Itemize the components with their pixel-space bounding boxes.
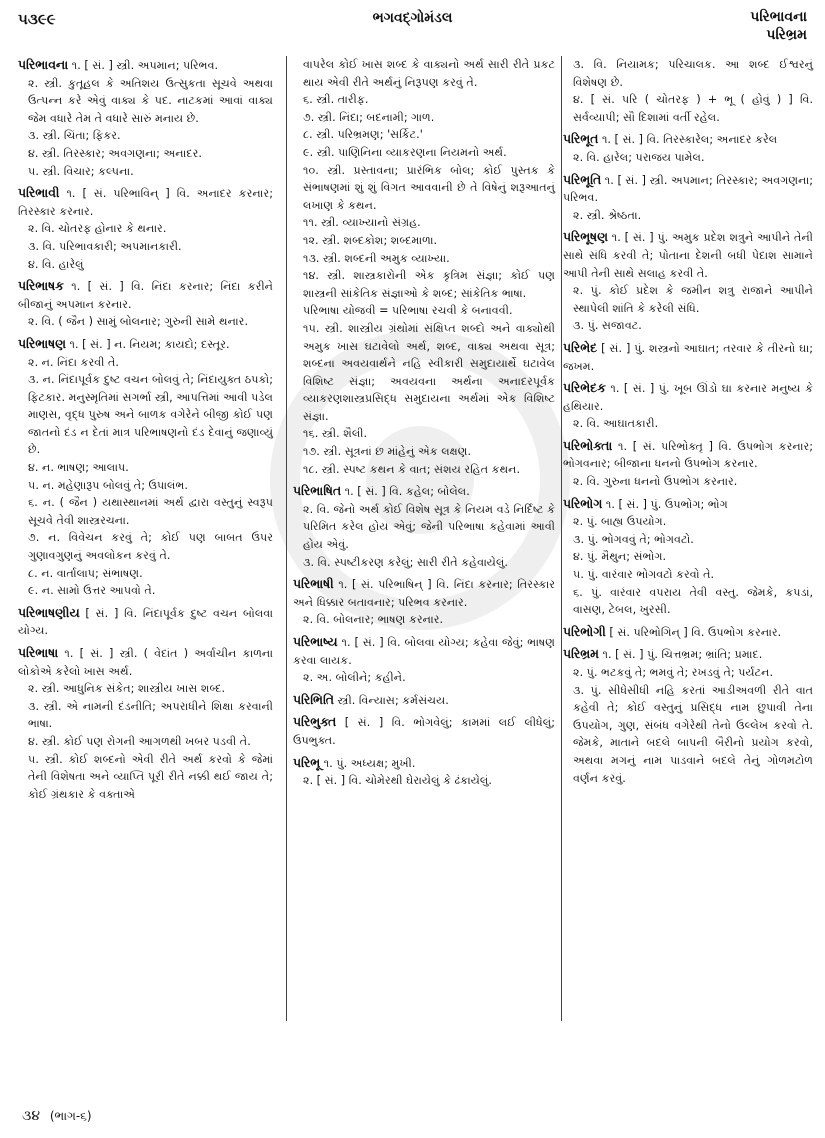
entry-headword: પરિભિતિ [293, 691, 334, 707]
dictionary-entry [293, 482, 555, 571]
dictionary-entry [563, 379, 813, 433]
entry-headword: પરિભેદ [563, 339, 598, 355]
sense-text: વાપરેલ કોઈ ખાસ શબ્દ કે વાક્યનો અર્થ સારી રીતે પ્રકટ થાય એવી રીતે અર્થનું નિરૂપણ કરવું તે. [303, 58, 555, 89]
sense-text: ૨. વિ. હારેલ; પરાજય પામેલ. [573, 150, 705, 164]
sense-text: ૧૪. સ્ત્રી. શાસ્ત્રકારોની એક કૃત્રિમ સંજ્ઞા; કોઈ પણ શાસ્ત્રની સાંકેતિક સંજ્ઞાઓ કે શબ્દ; સાંકેતિક ભાષા. [303, 269, 555, 300]
entry-sense [18, 680, 273, 698]
sense-text: ૧૮. સ્ત્રી. સ્પષ્ટ કથન કે વાત; સંશય રહિત કથન. [303, 462, 521, 476]
entry-sense [563, 473, 813, 491]
entry-sense [18, 698, 273, 733]
entry-headword: પરિભેદક [563, 380, 606, 396]
entry-sense [293, 425, 555, 443]
entry-headword: પરિભાષણીય [18, 604, 80, 620]
dictionary-entry [293, 633, 555, 687]
entry-headword: પરિભૂત [563, 131, 599, 147]
sense-text: [ સં. ] વિ. નિંદાપૂર્વક દુષ્ટ વચન બોલવા યોગ્ય. [18, 606, 273, 638]
sense-text: ૩. વિ. સ્પષ્ટીકરણ કરેલું; સારી રીતે કહેવાયેલું. [303, 555, 508, 569]
entry-sense [18, 604, 273, 640]
entry-sense [293, 482, 555, 501]
sense-text: ૩. પું. ભોગવવું તે; ભોગવટો. [573, 532, 694, 546]
entry-sense [563, 149, 813, 167]
entry-sense [293, 214, 555, 232]
entry-sense [18, 644, 273, 680]
dictionary-entry [563, 623, 813, 642]
entry-sense [563, 207, 813, 225]
entry-sense [293, 162, 555, 215]
dictionary-entry [563, 130, 813, 166]
sense-text: ૭. ન. વિવેચન કરવું તે; કોઈ પણ બાબત ઉપર ગુણાવગુણનું અવલોકન કરવું તે. [28, 531, 273, 563]
entry-sense [293, 56, 555, 91]
sense-text: ૧. [ સં. પરિભાવિન્ ] વિ. અનાદર કરનાર; તિરસ્કાર કરનાર. [18, 187, 273, 218]
entry-sense [293, 267, 555, 302]
sense-text: ૮. ન. વાર્તાલાપ; સંભાષણ. [28, 566, 143, 580]
guide-words [750, 8, 807, 44]
sense-text: ૧. [ સં. ] પું. ખૂબ ઊંડો ઘા કરનાર મનુષ્ય કે હથિયાર. [563, 382, 813, 413]
sense-text: ૧. [ સં. પરિભાષિન્ ] વિ. નિંદા કરનાર; તિરસ્કાર અને ધિક્કાર બતાવનાર; પરિભવ કરનાર. [293, 578, 555, 609]
entry-sense [563, 56, 813, 91]
entry-sense [563, 415, 813, 433]
sense-text: ૯. સ્ત્રી. પાણિનિના વ્યાકરણના નિયમનો અર્થ. [303, 145, 507, 159]
entry-sense [18, 354, 273, 372]
entry-sense [18, 145, 273, 163]
entry-sense [563, 317, 813, 335]
dictionary-entry [18, 277, 273, 331]
sense-text: ૫. સ્ત્રી. કોઈ શબ્દનો એવી રીતે અર્થ કરવો કે જેમાં તેની વિશેષતા અને વ્યાપ્તિ પૂરી રીતે નક્કી થઈ જાય તે; કોઈ ગ્રંથકાર કે વક્તાએ [28, 752, 273, 801]
entry-sense [563, 584, 813, 619]
column-3 [563, 56, 813, 791]
entry-headword: પરિભુક્ત [293, 714, 337, 730]
sense-text: ૧. [ સં. ] વિ. બોલવા યોગ્ય; કહેવા જેવું; ભાષણ કરવા લાયક. [293, 636, 555, 667]
dictionary-entry [18, 604, 273, 640]
entry-sense [293, 754, 555, 773]
sense-text: ૨. વિ. ગુરુના ધનનો ઉપભોગ કરનાર. [573, 475, 738, 489]
entry-sense [563, 339, 813, 375]
dictionary-entry [293, 754, 555, 790]
sense-text: ૨. ન. નિંદા કરવી તે. [28, 355, 119, 369]
entry-sense [18, 371, 273, 459]
sense-text: ૧. [ સં. પરિભોક્તૃ ] વિ. ઉપભોગ કરનાર; ભોગવનાર; બીજાના ધનનો ઉપભોગ કરનાર. [563, 439, 813, 471]
sense-text: ૪. સ્ત્રી. કોઈ પણ રોગની આગળથી ખબર પડવી તે. [28, 734, 251, 748]
dictionary-entry [563, 437, 813, 491]
dictionary-entry [293, 713, 555, 749]
entry-headword: પરિભાષિત [293, 483, 342, 499]
sense-text: ૨. વિ. આઘાતકારી. [573, 417, 659, 431]
entry-sense [563, 437, 813, 473]
dictionary-entry [18, 56, 273, 180]
sense-text: ૧. [ સં. ] પું. ચિત્તભ્રમ; ભ્રાંતિ; પ્રમાદ. [602, 648, 763, 662]
dictionary-entry [563, 228, 813, 335]
entry-sense [293, 633, 555, 669]
sense-text: ૧૫. સ્ત્રી. શાસ્ત્રીય ગ્રંથોમાં સંક્ષિપ્ત શબ્દો અને વાક્યોથી અમુક ખાસ ઘટાવેલો અર્થ, શબ્દ, વાક્ય અથવા સૂત્ર; શબ્દના અવયવાર્થને નહિ સ્વીકારી સમુદાયાર્થે ઘટાવેલ વિશિષ્ટ સંજ્ઞા; અવયવના અર્થના અનાદરપૂર્વક વ્યાકરણશાસ્ત્રપ્રસિદ્ધ સમુદાયના અર્થમાં એક વિશિષ્ટ સંજ્ઞા. [303, 321, 555, 423]
page-footer [22, 1108, 92, 1124]
entry-sense [18, 256, 273, 274]
sense-text: ૪. સ્ત્રી. તિરસ્કાર; અવગણના; અનાદર. [28, 146, 202, 160]
sense-text: ૩. ન. નિંદાપૂર્વક દુષ્ટ વચન બોલવું તે; નિંદાયુક્ત ઠપકો; ફિટકાર. મનુસ્મૃતિમાં સગર્ભા સ્ત્રી, આપત્તિમાં આવી પડેલ માણસ, વૃદ્ધ પુરુષ અને બાળક વગેરેને બીજી કોઈ પણ જાતનો દંડ ન દેતાં માત્ર પરિભાષણનો દંડ દેવાનું જણાવ્યું છે. [28, 373, 273, 457]
sense-text: ૨. અ. બોલીને; કહીને. [303, 671, 406, 685]
sense-text: ૬. ન. ( જૈન ) યથાસ્થાનમાં અર્થ દ્વારા વસ્તુનું સ્વરૂપ સૂચવે તેવી શાસ્ત્રરચના. [28, 496, 273, 527]
entry-sense [18, 238, 273, 256]
entry-sense [293, 302, 555, 320]
sense-text: ૧૧. સ્ત્રી. વ્યાખ્યાનો સંગ્રહ. [303, 216, 421, 230]
entry-headword: પરિભોક્તા [563, 437, 613, 453]
column-2 [286, 56, 562, 1021]
entry-sense [293, 250, 555, 268]
sense-text: ૩. સ્ત્રી. ચિંતા; ફિકર. [28, 129, 121, 143]
dictionary-entry [563, 339, 813, 375]
sense-text: ૩. વિ. પરિભાવકારી; અપમાનકારી. [28, 239, 182, 253]
entry-sense [293, 691, 555, 710]
page-number: ૫૩૯૯ [18, 10, 56, 28]
dictionary-entry [563, 56, 813, 126]
sense-text: ૨. પું. ભટકવું તે; ભમવું તે; રખડવું તે; પર્યટન. [573, 666, 774, 679]
entry-sense [563, 379, 813, 415]
entry-sense [563, 623, 813, 642]
sense-text: ૪. ન. ભાષણ; આલાપ. [28, 461, 129, 475]
sense-text: ૧. [ સં. ] પું. ઉપભોગ; ભોગ [605, 497, 728, 511]
sense-text: ૧૦. સ્ત્રી. પ્રસ્તાવના; પ્રારંભિક બોલ; કોઈ પુસ્તક કે સંભાષણમાં શું શું વિગત આવવાની છે તે વિષેનું શરૂઆતનું લખાણ કે કથન. [303, 163, 555, 212]
running-title: ભગવદ્ગોમંડલ [372, 10, 453, 26]
entry-headword: પરિભાષ્ય [293, 634, 338, 649]
dictionary-entry [18, 184, 273, 273]
entry-sense [563, 91, 813, 126]
entry-sense [563, 282, 813, 317]
sense-text: ૩. પું. સીધેસીધી નહિ કરતાં આડીઅવળી રીતે વાત કહેવી તે; કોઈ વસ્તુનું પ્રસિદ્ધ નામ છુપાવી તેના ઉપયોગ, ગુણ, સંબંધ વગેરેથી તેનો ઉલ્લેખ કરવો તે. જેમકે, માતાને બદલે બાપની બૈરીનો પ્રયોગ કરવો, અથવા મગનું નામ પાડવાને બદલે તેનું ગોળમટોળ વર્ણન કરવું. [573, 683, 813, 785]
sense-text: ૩. પું. સજાવટ. [573, 319, 642, 333]
entry-headword: પરિભ્રમ [563, 646, 599, 662]
sense-text: સ્ત્રી. વિન્યાસ; કર્મસંચય. [337, 693, 449, 707]
footer-volume: (ભાગ-૬) [49, 1109, 92, 1123]
entry-sense [563, 682, 813, 788]
dictionary-entry [563, 495, 813, 619]
sense-text: ૮. સ્ત્રી. પરિભ્રમણ; 'સર્કિટ.' [303, 128, 423, 142]
sense-text: ૧. [ સં. ] વિ. નિંદા કરનાર; નિંદા કરીને બીજાનું અપમાન કરનાર. [18, 280, 273, 311]
entry-sense [18, 751, 273, 804]
entry-sense [18, 529, 273, 564]
sense-text: ૨. પું. બાહ્ય ઉપયોગ. [573, 515, 667, 529]
entry-sense [293, 126, 555, 144]
entry-sense [18, 220, 273, 238]
entry-sense [18, 335, 273, 354]
entry-sense [563, 548, 813, 566]
entry-sense [563, 531, 813, 549]
entry-headword: પરિભાવના [18, 57, 69, 72]
sense-text: ૨. વિ. ચોતરફ હોનાર કે થનાર. [28, 222, 167, 236]
entry-sense [18, 477, 273, 495]
sense-text: ૧. [ સં. ] ન. નિયમ; કાયદો; દસ્તૂર. [69, 337, 230, 351]
sense-text: ૪. [ સં. પરિ ( ચોતરફ ) + ભૂ ( હોવું ) ] વિ. સર્વવ્યાપી; સૌ દિશામાં વર્તી રહેલ. [573, 93, 813, 124]
entry-sense [563, 513, 813, 531]
page-header [0, 0, 825, 52]
dictionary-entry [563, 171, 813, 225]
sense-text: ૧. [ સં. ] સ્ત્રી. ( વેદાંત ) અર્વાચીન કાળના લોકોએ કરેલો ખાસ અર્થ. [18, 647, 274, 678]
column-1 [18, 56, 273, 807]
sense-text: ૧. પું. અધ્યક્ષ; મુખી. [323, 756, 416, 770]
entry-sense [293, 611, 555, 629]
entry-sense [18, 313, 273, 331]
dictionary-entry [293, 56, 555, 478]
entry-headword: પરિભાષા [18, 645, 59, 660]
sense-text: પરિભાષા યોજવી = પરિભાષા રચવી કે બનાવવી. [303, 304, 513, 318]
entry-sense [563, 171, 813, 207]
sense-text: [ સં. ] પું. શસ્ત્રનો આઘાત; તરવાર કે તીરનો ઘા; જખમ. [563, 341, 814, 373]
sense-text: ૫. પું. વારંવાર ભોગવટો કરવો તે. [573, 568, 715, 582]
entry-headword: પરિભાષક [18, 278, 64, 294]
sense-text: ૪. વિ. હારેલું [28, 257, 84, 271]
entry-headword: પરિભાવી [18, 185, 60, 201]
footer-number: ૩૪ [22, 1108, 41, 1124]
entry-sense [563, 130, 813, 149]
entry-sense [563, 664, 813, 682]
entry-sense [293, 669, 555, 687]
sense-text: ૨. વિ. બોલનાર; ભાષણ કરનાર. [303, 613, 444, 627]
sense-text: ૧૬. સ્ત્રી. શૈલી. [303, 427, 368, 441]
sense-text: ૨. વિ. જેનો અર્થ કોઈ વિશેષ સૂત્ર કે નિયમ વડે નિર્દિષ્ટ કે પરિમિત કરેલ હોય એવું; જેની પરિભાષા કહેવામાં આવી હોય એવું. [303, 502, 555, 552]
sense-text: ૧. [ સં. ] વિ. કહેલ; બોલેલ. [344, 485, 470, 499]
sense-text: ૨. [ સં. ] વિ. ચોમેરથી ઘેરાયેલું કે ઢંકાયેલું. [303, 774, 492, 788]
entry-headword: પરિભોગ [563, 495, 603, 511]
sense-text: ૨. સ્ત્રી. આધુનિક સંકેત; શાસ્ત્રીય ખાસ શબ્દ. [28, 682, 226, 696]
entry-sense [293, 109, 555, 127]
sense-text: [ સં. પરિભોગિન્ ] વિ. ઉપભોગ કરનાર. [609, 625, 782, 639]
entry-sense [18, 494, 273, 529]
sense-text: ૧૩. સ્ત્રી. શબ્દની અમુક વ્યાખ્યા. [303, 251, 450, 265]
entry-headword: પરિભૂતિ [563, 171, 602, 187]
dictionary-entry [18, 335, 273, 600]
guide-word-last: પરિભ્રમ [766, 27, 807, 43]
entry-sense [293, 713, 555, 749]
sense-text: ૨. સ્ત્રી. કુતૂહલ કે અતિશય ઉત્સુકતા સૂચવે અથવા ઉત્પન્ન કરે એવું વાક્ય કે પદ. નાટકમાં આવાં વાક્ય જેમ વધારે તેમ તે વધારે સારું મનાય છે. [28, 76, 273, 125]
entry-sense [293, 461, 555, 479]
entry-sense [293, 772, 555, 790]
sense-text: ૩. સ્ત્રી. એ નામની દંડનીતિ; અપરાધીને શિક્ષા કરવાની ભાષા. [28, 699, 273, 731]
entry-sense [18, 56, 273, 75]
entry-sense [18, 163, 273, 181]
entry-sense [18, 277, 273, 313]
sense-text: ૨. વિ. ( જૈન ) સામું બોલનાર; ગુરુની સામે થનાર. [28, 315, 248, 329]
entry-sense [18, 184, 273, 220]
entry-headword: પરિભાષી [293, 576, 334, 592]
entry-sense [563, 495, 813, 514]
sense-text: ૭. સ્ત્રી. નિંદા; બદનામી; ગાળ. [303, 110, 435, 124]
entry-sense [293, 232, 555, 250]
sense-text: ૪. પું. મૈથુન; સંભોગ. [573, 550, 667, 564]
entry-sense [18, 75, 273, 128]
sense-text: ૧૭. સ્ત્રી. સૂત્રનાં છ માંહેનું એક લક્ષણ. [303, 445, 472, 459]
entry-sense [563, 228, 813, 282]
entry-sense [293, 144, 555, 162]
sense-text: ૨. પું. કોઈ પ્રદેશ કે જમીન શત્રુ રાજાને આપીને સ્થાપેલી શાંતિ કે કરેલી સંધિ. [573, 284, 813, 315]
dictionary-entry [563, 645, 813, 787]
sense-text: ૧. [ સં. ] સ્ત્રી. અપમાન; તિરસ્કાર; અવગણના; પરિભવ. [563, 173, 813, 205]
sense-text: ૯. ન. સામો ઉત્તર આપવો તે. [28, 584, 156, 598]
dictionary-entry [293, 691, 555, 710]
dictionary-entry [293, 575, 555, 629]
entry-headword: પરિભાષણ [18, 335, 66, 351]
sense-text: ૫. ન. મહેણારૂપ બોલવું તે; ઉપાલંભ. [28, 478, 188, 492]
sense-text: ૨. સ્ત્રી. શ્રેષ્ઠતા. [573, 208, 642, 222]
entry-sense [18, 582, 273, 600]
sense-text: ૬. પું. વારંવાર વપરાય તેવી વસ્તુ. જેમકે, કપડાં, વાસણ, ટેબલ, ખુરસી. [573, 585, 813, 617]
sense-text: ૧. [ સં. ] વિ. તિરસ્કારેલ; અનાદર કરેલ [601, 133, 778, 147]
guide-word-first: પરિભાવના [750, 9, 807, 25]
entry-headword: પરિભોગી [563, 623, 606, 639]
entry-sense [18, 565, 273, 583]
sense-text: ૩. વિ. નિયામક; પરિચાલક. આ શબ્દ ઈશ્વરનું વિશેષણ છે. [573, 58, 813, 89]
entry-sense [18, 127, 273, 145]
entry-sense [563, 645, 813, 664]
sense-text: ૧૨. સ્ત્રી. શબ્દકોશ; શબ્દમાળા. [303, 233, 438, 247]
entry-sense [293, 501, 555, 554]
entry-sense [293, 320, 555, 426]
entry-sense [293, 91, 555, 109]
dictionary-entry [18, 644, 273, 803]
entry-headword: પરિભૂ [293, 754, 321, 770]
sense-text: [ સં. ] વિ. ભોગવેલું; કામમાં લઈ લીધેલું; ઉપભુક્ત. [293, 716, 555, 747]
entry-sense [293, 554, 555, 572]
sense-text: ૧. [ સં. ] પું. અમુક પ્રદેશ શત્રુને આપીને તેની સાથે સંધિ કરવી તે; પોતાના દેશની બધી પેદાશ સામાને આપી તેની સાથે સલાહ કરવી તે. [563, 231, 813, 280]
entry-headword: પરિભૂષણ [563, 229, 608, 245]
sense-text: ૧. [ સં. ] સ્ત્રી. અપમાન; પરિભવ. [71, 59, 219, 72]
entry-sense [563, 566, 813, 584]
entry-sense [293, 575, 555, 611]
entry-sense [18, 459, 273, 477]
sense-text: ૬. સ્ત્રી. તારીફ. [303, 93, 369, 107]
sense-text: ૫. સ્ત્રી. વિચાર; કલ્પના. [28, 164, 134, 178]
entry-sense [293, 443, 555, 461]
entry-sense [18, 733, 273, 751]
